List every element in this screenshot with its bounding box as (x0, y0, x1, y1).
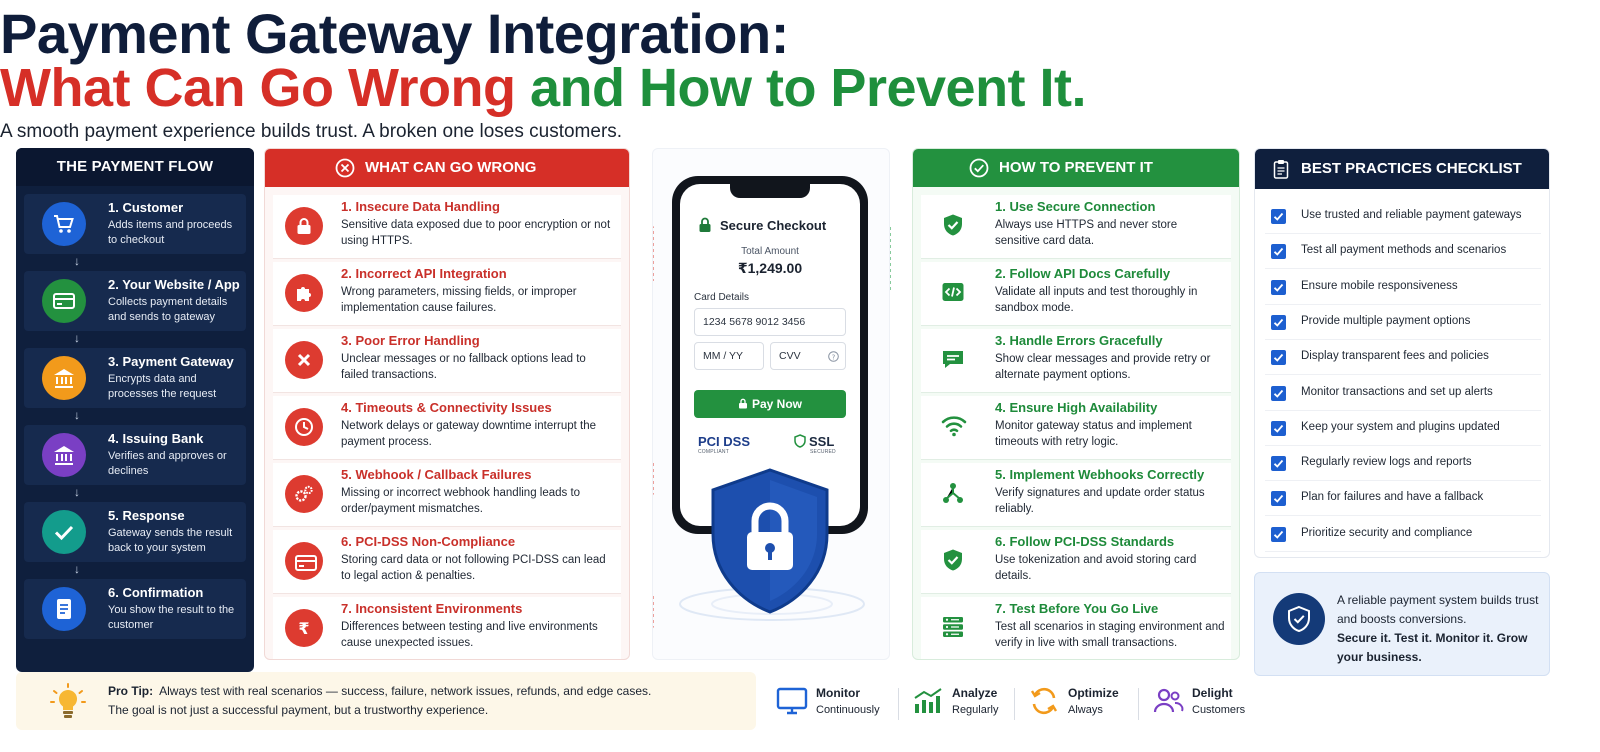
headline-wrong: What Can Go Wrong (0, 58, 516, 118)
down-arrow-icon: ↓ (74, 408, 80, 422)
how-to-prevent-heading (913, 149, 1239, 187)
ssl-badge (794, 434, 836, 455)
down-arrow-icon: ↓ (74, 485, 80, 499)
prevent-item-title: 6. Follow PCI-DSS Standards (995, 534, 1175, 549)
pro-tip-line1 (108, 684, 651, 698)
checkbox-checked-icon[interactable] (1271, 527, 1286, 542)
prevent-item-desc: Always use HTTPS and never store sensitive card data. (995, 219, 1178, 247)
checkbox-checked-icon[interactable] (1271, 315, 1286, 330)
flow-step-desc: Encrypts data and processes the request (108, 373, 217, 400)
cvv-field[interactable] (770, 342, 846, 370)
wrong-item-title: 6. PCI-DSS Non-Compliance (341, 534, 516, 549)
kpi-monitor (776, 682, 886, 722)
flow-step-title: 6. Confirmation (108, 585, 204, 600)
flow-step-desc: Collects payment details and sends to gateway (108, 296, 228, 323)
checklist-item-label: Plan for failures and have a fallback (1301, 491, 1484, 504)
help-icon (828, 351, 839, 362)
flow-step (24, 502, 246, 562)
reliable-slogan: Secure it. Test it. Monitor it. Grow your business. (1337, 631, 1528, 664)
checkbox-checked-icon[interactable] (1271, 421, 1286, 436)
big-shield-icon (705, 466, 835, 616)
kpi-title: Analyze (952, 686, 998, 700)
wrong-item (273, 463, 621, 527)
kpi-title: Delight (1192, 686, 1233, 700)
flow-step-desc: Verifies and approves or declines (108, 450, 227, 477)
reliable-system-callout (1254, 572, 1550, 676)
kpi-divider (1014, 688, 1015, 720)
checklist-item-label: Display transparent fees and policies (1301, 350, 1489, 363)
tagline: A smooth payment experience builds trust. A broken one loses customers. (0, 121, 623, 142)
wrong-item-title: 4. Timeouts & Connectivity Issues (341, 400, 552, 415)
chat-icon (935, 341, 973, 379)
flow-step-title: 1. Customer (108, 200, 184, 215)
payment-flow-heading: THE PAYMENT FLOW (16, 148, 254, 186)
flow-step (24, 425, 246, 485)
prevent-item-desc: Test all scenarios in staging environment and verify in live with small transactions. (995, 621, 1225, 649)
prevent-item-title: 7. Test Before You Go Live (995, 601, 1159, 616)
checklist-item (1265, 376, 1541, 411)
rupee-icon (285, 609, 323, 647)
checkbox-checked-icon[interactable] (1271, 244, 1286, 259)
checkbox-checked-icon[interactable] (1271, 209, 1286, 224)
wrong-item-desc: Unclear messages or no fallback options lead to failed transactions. (341, 353, 586, 381)
checklist-item (1265, 270, 1541, 305)
prevent-item-desc: Validate all inputs and test thoroughly in sandbox mode. (995, 286, 1198, 314)
prevent-item (921, 195, 1231, 259)
wrong-item-desc: Differences between testing and live environments cause unexpected issues. (341, 621, 598, 649)
flow-step (24, 579, 246, 639)
how-to-prevent-panel (912, 148, 1240, 660)
what-can-go-wrong-panel (264, 148, 630, 660)
pay-now-button[interactable] (694, 390, 846, 418)
checklist-item-label: Keep your system and plugins updated (1301, 420, 1500, 433)
lightbulb-icon (50, 682, 86, 720)
pay-now-label: Pay Now (751, 397, 802, 411)
lock-icon (698, 217, 712, 233)
document-icon (42, 587, 86, 631)
kpi-title: Monitor (816, 686, 860, 700)
check-icon (42, 510, 86, 554)
prevent-item-desc: Show clear messages and provide retry or alternate payment options. (995, 353, 1211, 381)
kpi-delight (1152, 682, 1262, 722)
wrong-item-title: 2. Incorrect API Integration (341, 266, 507, 281)
flow-step-title: 5. Response (108, 508, 185, 523)
puzzle-icon (285, 274, 323, 312)
pro-tip-label: Pro Tip: (108, 684, 154, 698)
checklist-item-label: Regularly review logs and reports (1301, 456, 1472, 469)
checklist-item-label: Use trusted and reliable payment gateways (1301, 209, 1522, 221)
kpi-sub: Always (1068, 704, 1103, 716)
wrong-item (273, 262, 621, 326)
page-title: Payment Gateway Integration: (0, 2, 789, 65)
flow-step-title: 2. Your Website / App (108, 277, 240, 292)
checklist-item (1265, 340, 1541, 375)
checklist-item-label: Prioritize security and compliance (1301, 526, 1473, 539)
prevent-item-desc: Use tokenization and avoid storing card details. (995, 554, 1197, 582)
kpi-sub: Regularly (952, 704, 999, 716)
checklist-item (1265, 411, 1541, 446)
wrong-item (273, 195, 621, 259)
checkbox-checked-icon[interactable] (1271, 350, 1286, 365)
what-can-go-wrong-heading (265, 149, 629, 187)
wifi-icon (935, 408, 973, 446)
checkbox-checked-icon[interactable] (1271, 456, 1286, 471)
prevent-item-title: 2. Follow API Docs Carefully (995, 266, 1171, 281)
amount-label: Total Amount (741, 246, 799, 257)
kpi-analyze (912, 682, 1022, 722)
reliable-text: A reliable payment system builds trust and boosts conversions. (1337, 593, 1539, 626)
best-practices-checklist (1254, 148, 1550, 558)
checklist-item (1265, 305, 1541, 340)
checkout-title: Secure Checkout (720, 218, 827, 233)
pro-tip-text: Always test with real scenarios — success, failure, network issues, refunds, and edge cases. (159, 684, 652, 698)
flow-step-desc: Adds items and proceeds to checkout (108, 219, 233, 246)
kpi-divider (898, 688, 899, 720)
checklist-item-label: Monitor transactions and set up alerts (1301, 385, 1493, 398)
code-icon (935, 274, 973, 312)
pro-tip-line2: The goal is not just a successful payment, but a trustworthy experience. (108, 703, 489, 717)
clipboard-icon (1273, 159, 1289, 179)
wrong-item-title: 1. Insecure Data Handling (341, 199, 500, 214)
prevent-item (921, 329, 1231, 393)
checkbox-checked-icon[interactable] (1271, 280, 1286, 295)
expiry-field[interactable]: MM / YY (694, 342, 764, 370)
down-arrow-icon: ↓ (74, 254, 80, 268)
prevent-item (921, 530, 1231, 594)
shield-check-icon (1273, 593, 1325, 645)
lock-icon (738, 398, 748, 409)
clock-icon (285, 408, 323, 446)
ssl-badge-label: SSL (809, 434, 835, 449)
payment-flow-panel (16, 148, 254, 672)
x-icon (285, 341, 323, 379)
pci-dss-badge (698, 434, 750, 455)
prevent-item-desc: Monitor gateway status and implement timeouts with retry logic. (995, 420, 1192, 448)
checklist-item (1265, 481, 1541, 516)
wrong-item (273, 597, 621, 660)
cvv-label: CVV (779, 350, 801, 362)
flow-step-title: 3. Payment Gateway (108, 354, 234, 369)
checklist-item (1265, 517, 1541, 552)
flow-step (24, 271, 246, 331)
kpi-optimize (1028, 682, 1138, 722)
check-circle-icon (969, 158, 989, 178)
pci-badge-label: PCI DSS (698, 434, 751, 449)
webhook-icon (935, 475, 973, 513)
bank-icon (42, 356, 86, 400)
prevent-item (921, 597, 1231, 660)
flow-step (24, 348, 246, 408)
pci-badge-sub: COMPLIANT (698, 449, 729, 455)
checklist-item (1265, 234, 1541, 269)
phone-notch (730, 184, 810, 198)
svg-text:₹: ₹ (298, 619, 310, 638)
card-icon (285, 542, 323, 580)
wrong-item-title: 3. Poor Error Handling (341, 333, 480, 348)
checklist-heading-label: BEST PRACTICES CHECKLIST (1301, 160, 1522, 177)
card-details-label: Card Details (694, 292, 750, 303)
prevent-item (921, 262, 1231, 326)
gears-icon (285, 475, 323, 513)
shield-icon (794, 434, 806, 448)
checklist-heading (1255, 149, 1549, 189)
wrong-item-desc: Wrong parameters, missing fields, or improper implementation cause failures. (341, 286, 577, 314)
bank-icon (42, 433, 86, 477)
prevent-heading-label: HOW TO PREVENT IT (999, 159, 1153, 176)
wrong-item (273, 329, 621, 393)
checklist-item (1265, 446, 1541, 481)
down-arrow-icon: ↓ (74, 331, 80, 345)
wrong-item-title: 7. Inconsistent Environments (341, 601, 523, 616)
kpi-divider (1138, 688, 1139, 720)
flow-step-desc: You show the result to the customer (108, 604, 235, 631)
wrong-item-desc: Storing card data or not following PCI-DSS can lead to legal action & penalties. (341, 554, 606, 582)
checklist-item-label: Provide multiple payment options (1301, 314, 1471, 327)
prevent-item-title: 1. Use Secure Connection (995, 199, 1156, 214)
amount-value: ₹1,249.00 (737, 260, 803, 276)
kpi-title: Optimize (1068, 686, 1119, 700)
page-subtitle-headline (0, 56, 1600, 120)
flow-step-desc: Gateway sends the result back to your system (108, 527, 233, 554)
checkbox-checked-icon[interactable] (1271, 386, 1286, 401)
flow-step-title: 4. Issuing Bank (108, 431, 204, 446)
ssl-badge-sub: SECURED (810, 449, 836, 455)
down-arrow-icon: ↓ (74, 562, 80, 576)
checklist-item-label: Test all payment methods and scenarios (1301, 244, 1507, 257)
card-number-field[interactable]: 1234 5678 9012 3456 (694, 308, 846, 336)
pro-tip-bar (16, 672, 756, 730)
prevent-item (921, 463, 1231, 527)
wrong-item-desc: Missing or incorrect webhook handling leads to order/payment mismatches. (341, 487, 581, 515)
prevent-item-title: 4. Ensure High Availability (995, 400, 1158, 415)
wrong-item-desc: Sensitive data exposed due to poor encryption or not using HTTPS. (341, 219, 611, 247)
wrong-item (273, 396, 621, 460)
checklist-item-label: Ensure mobile responsiveness (1301, 279, 1458, 292)
checkbox-checked-icon[interactable] (1271, 491, 1286, 506)
prevent-item-title: 5. Implement Webhooks Correctly (995, 467, 1205, 482)
x-circle-icon (335, 158, 355, 178)
server-icon (935, 609, 973, 647)
shield-check-icon (935, 542, 973, 580)
prevent-item (921, 396, 1231, 460)
card-icon (42, 279, 86, 323)
prevent-item-title: 3. Handle Errors Gracefully (995, 333, 1163, 348)
cart-icon (42, 202, 86, 246)
wrong-item (273, 530, 621, 594)
prevent-item-desc: Verify signatures and update order status reliably. (995, 487, 1205, 515)
kpi-sub: Customers (1192, 704, 1246, 716)
shield-check-icon (935, 207, 973, 245)
lock-icon (285, 207, 323, 245)
svg-text:?: ? (831, 353, 836, 362)
kpi-sub: Continuously (816, 704, 880, 716)
wrong-item-desc: Network delays or gateway downtime interrupt the payment process. (341, 420, 597, 448)
flow-step (24, 194, 246, 254)
wrong-heading-label: WHAT CAN GO WRONG (365, 159, 537, 176)
checklist-item (1265, 199, 1541, 234)
headline-prevent: and How to Prevent It. (529, 58, 1087, 118)
wrong-item-title: 5. Webhook / Callback Failures (341, 467, 532, 482)
